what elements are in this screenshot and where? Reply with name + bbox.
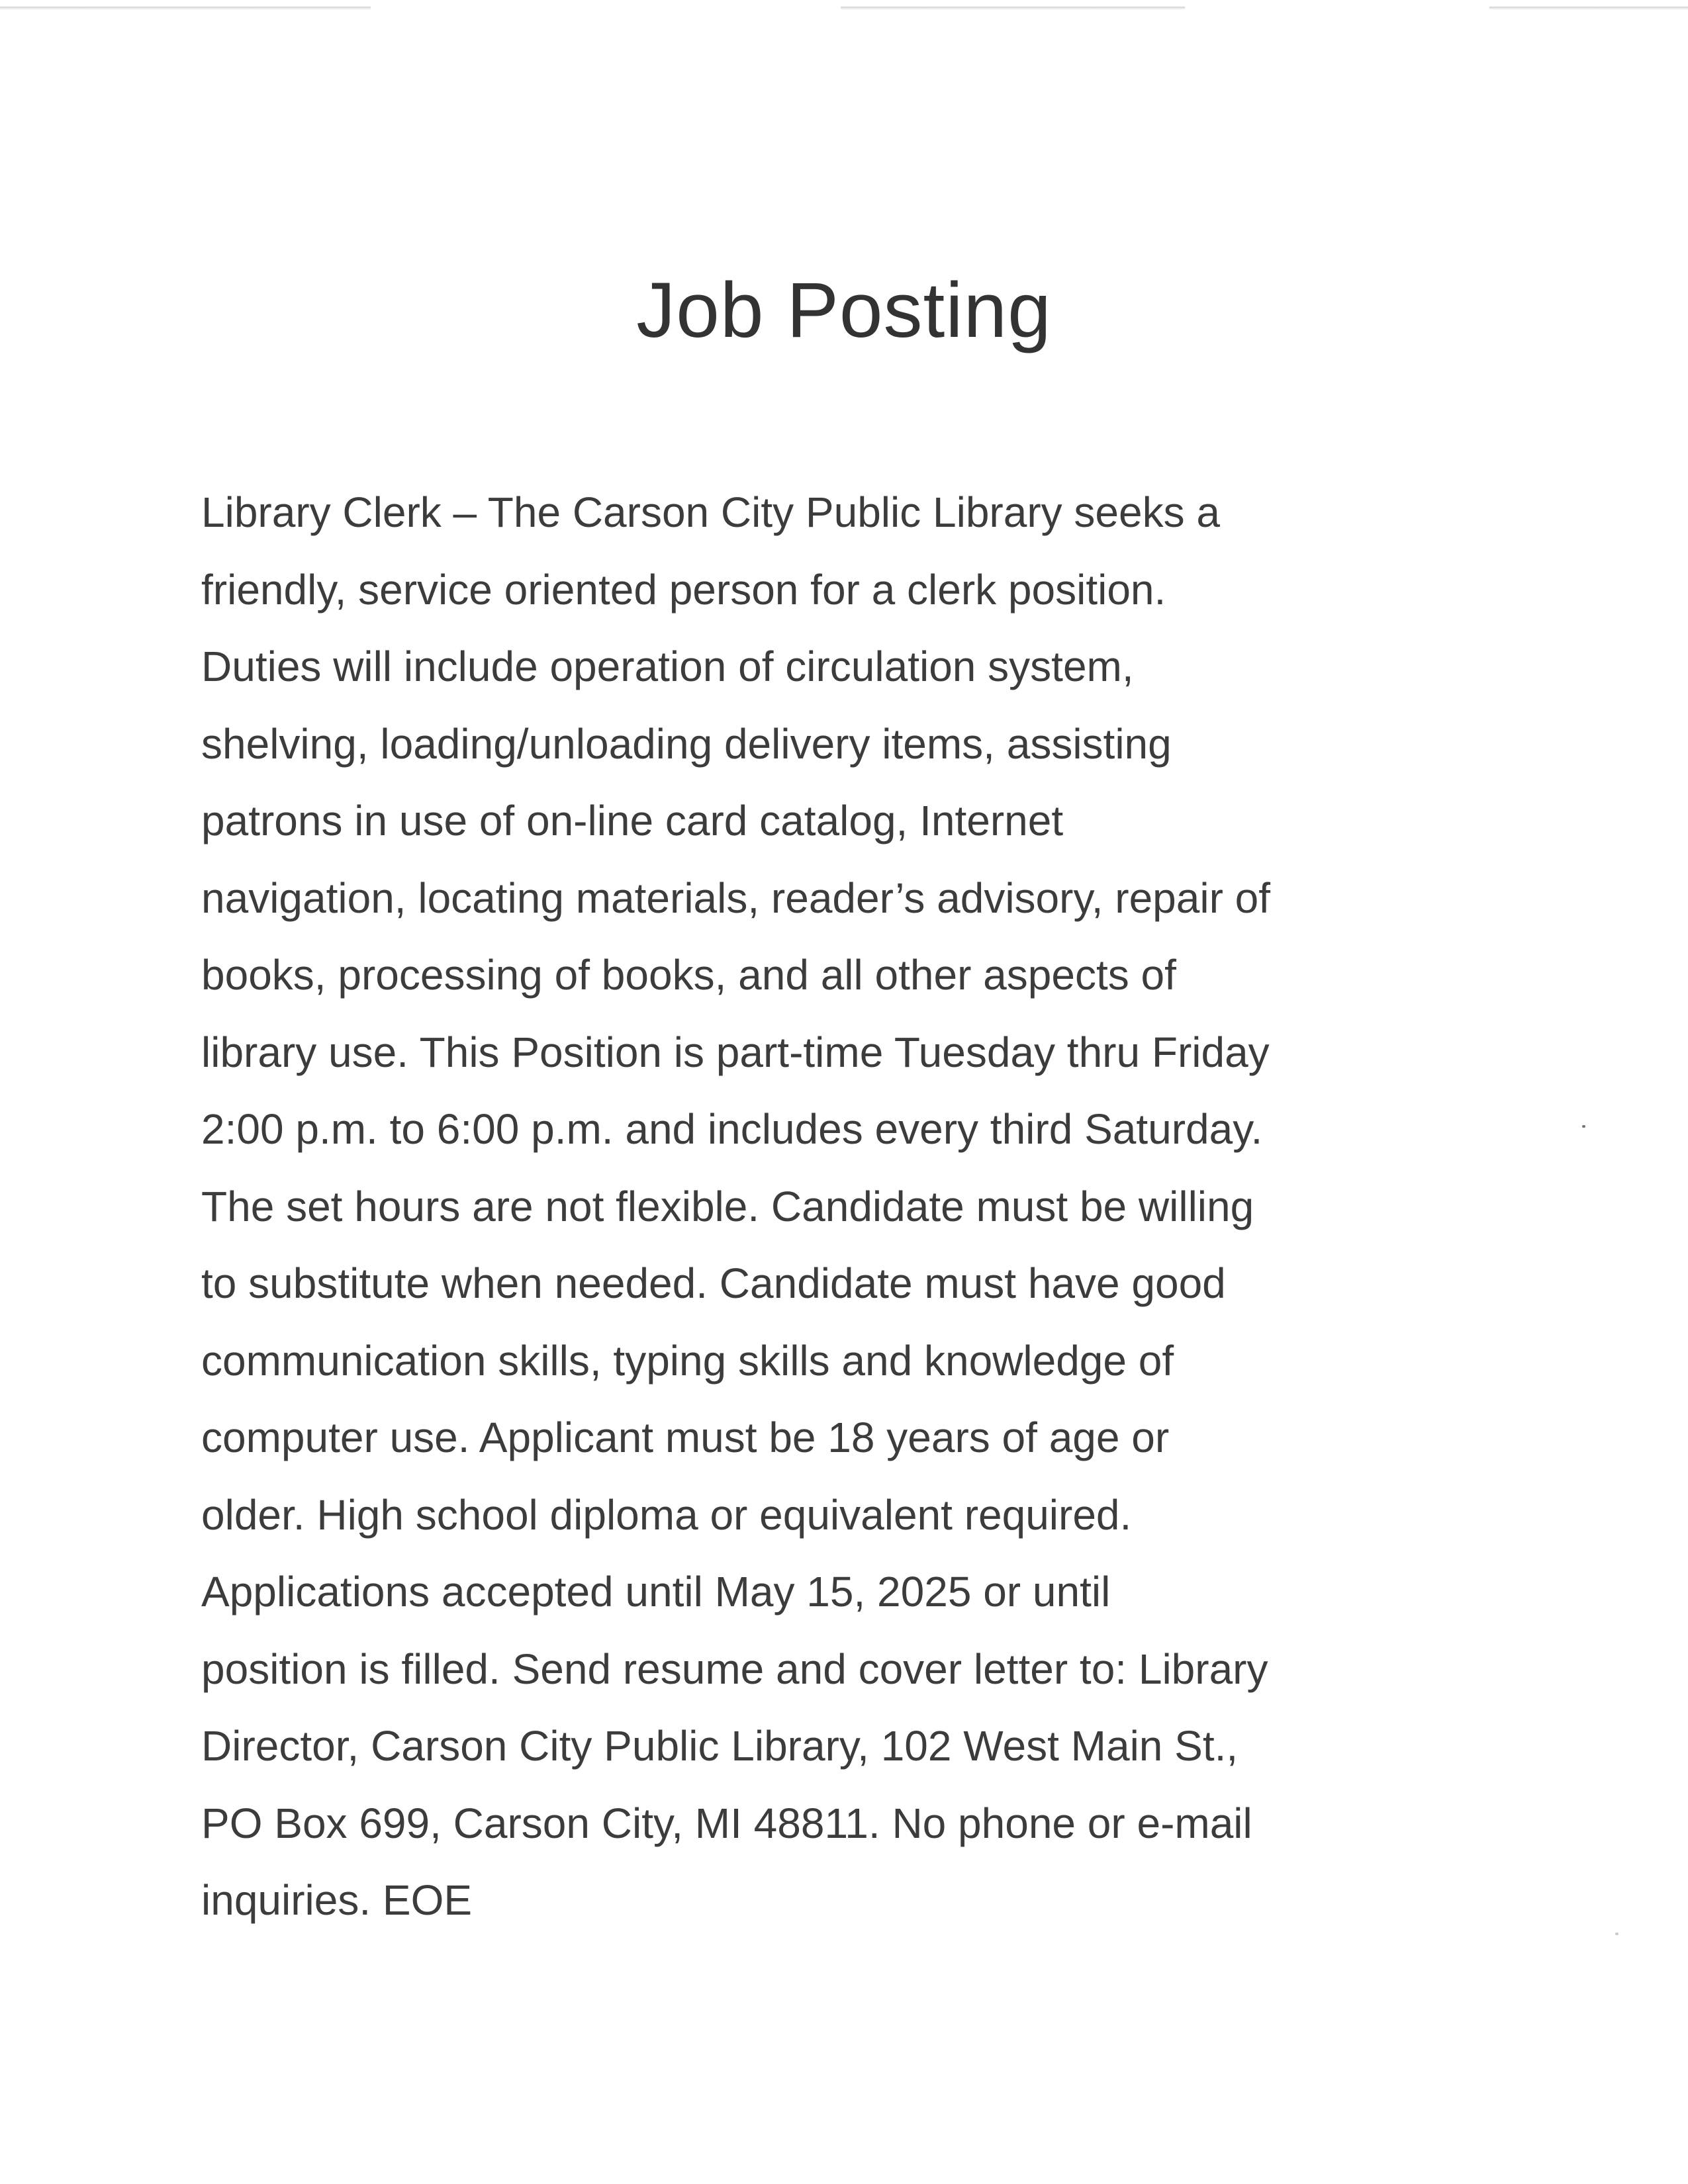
body-line: older. High school diploma or equivalent required. xyxy=(201,1490,1132,1539)
body-line: computer use. Applicant must be 18 years of age or xyxy=(201,1414,1170,1461)
page-title: Job Posting xyxy=(636,267,1052,355)
scan-speck xyxy=(1582,1125,1585,1128)
body-line: 2:00 p.m. to 6:00 p.m. and includes every third Saturday. xyxy=(201,1105,1263,1153)
body-line: books, processing of books, and all other aspects of xyxy=(201,951,1176,999)
body-line: inquiries. EOE xyxy=(201,1876,473,1924)
body-line: library use. This Position is part-time Tuesday thru Friday xyxy=(201,1028,1270,1076)
body-line: The set hours are not flexible. Candidate must be willing xyxy=(201,1182,1254,1230)
body-line: Library Clerk – The Carson City Public Library seeks a xyxy=(201,488,1220,536)
body-line: Applications accepted until May 15, 2025 or until xyxy=(201,1568,1111,1615)
body-line: navigation, locating materials, reader’s advisory, repair of xyxy=(201,874,1271,922)
posting-body xyxy=(201,474,1512,1939)
body-line: PO Box 699, Carson City, MI 48811. No phone or e-mail xyxy=(201,1799,1252,1847)
body-line: patrons in use of on-line card catalog, Internet xyxy=(201,797,1064,844)
body-line: position is filled. Send resume and cover letter to: Library xyxy=(201,1645,1268,1693)
scan-edge-shadow xyxy=(0,7,371,10)
body-line: shelving, loading/unloading delivery items, assisting xyxy=(201,719,1172,768)
body-line: to substitute when needed. Candidate must have good xyxy=(201,1259,1226,1307)
body-line: Director, Carson City Public Library, 102 West Main St., xyxy=(201,1722,1239,1770)
scan-speck xyxy=(1615,1933,1618,1935)
scan-edge-shadow xyxy=(1489,7,1688,10)
body-line: communication skills, typing skills and knowledge of xyxy=(201,1336,1174,1385)
scan-edge-shadow xyxy=(841,7,1185,10)
body-line: friendly, service oriented person for a clerk position. xyxy=(201,565,1166,614)
body-line: Duties will include operation of circulation system, xyxy=(201,643,1134,690)
